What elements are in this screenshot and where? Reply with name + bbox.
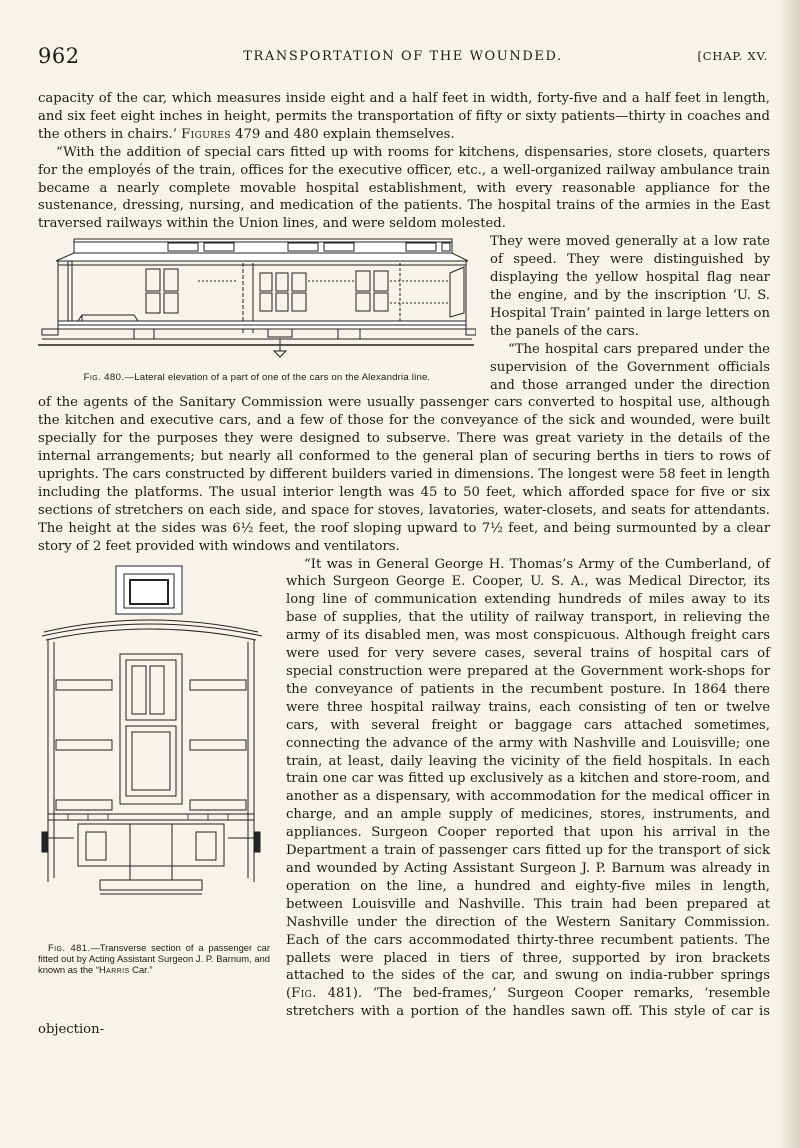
figure-480-caption: Fig. 480.—Lateral elevation of a part of one of the cars on the Alexandria line. bbox=[83, 372, 431, 384]
railway-car-elevation-drawing bbox=[38, 233, 476, 367]
figure-481-caption: Fig. 481.—Transverse section of a passenger car fitted out by Acting Assistant Surgeon J. P. Barnum, and known as the “Harris Car.” bbox=[38, 941, 270, 975]
paragraph: They were moved generally at a low rate of speed. They were distinguished by displaying the yellow hospital flag near the engine, and by the inscription ‘U. S. Hospital Train’ painted in large letters on the panels of the cars. bbox=[490, 234, 770, 339]
page-number: 962 bbox=[38, 44, 80, 68]
page-header bbox=[38, 44, 768, 74]
transverse-section-drawing bbox=[38, 562, 270, 940]
chapter-reference: [CHAP. XV. bbox=[697, 49, 768, 63]
figure-480 bbox=[38, 233, 476, 389]
paragraph: “With the addition of special cars fitted up with rooms for kitchens, dispensaries, store closets, quarters for the employés of the train, offices for the executive officer, etc., a well-organized railway ambulance train became a nearly complete movable hospital establishment, with every reasonable appliance for the sustenance, dressing, nursing, and medication of the patients. The hospital trains of the armies in the East traversed railways within the Union lines, and were seldom molested. bbox=[38, 144, 770, 232]
page-edge-shadow bbox=[780, 0, 800, 1148]
running-title: TRANSPORTATION OF THE WOUNDED. bbox=[243, 49, 563, 64]
figure-481 bbox=[38, 562, 270, 1008]
body-text bbox=[38, 90, 770, 1039]
paragraph: “It was in General George H. Thomas’s Army of the Cumberland, of which Surgeon George E. Cooper, U. S. A., was Medical Director, its long line of communication extending hundreds of miles away to its base of supplies, that the utility of railway transport, in relieving the army of its disabled men, was most conspicuous. Although freight cars were used for very severe cases, several trains of hospital cars of special construction were prepared at the Government work-shops for the conveyance of patients in the recumbent posture. In 1864 there were three hospital railway trains, each consisting of ten or twelve cars, with several freight or baggage cars attached sometimes, connecting the advance of the army with Nashville and Louisville; one train, at least, daily leaving the vicinity of the field hospitals. In each train one car was fitted up exclusively as a kitchen and store-room, and another as a dispensary, with accommodation for the medical officer in charge, and an ample supply of medicines, stores, instruments, and appliances. Surgeon Cooper reported that upon his arrival in the Department a train of passenger cars fitted up for the transport of sick and wounded by Acting Assistant Surgeon J. P. Barnum was already in operation on the line, a hundred and eighty-five miles in length, between Louisville and Nashville. This train had been prepared at Nashville under the direction of the Western Sanitary Commission. Each of the cars accommodated thirty-three recumbent patients. The pallets were placed in tiers of three, supported by iron brackets attached to the sides of the car, and swung on india-rubber springs (Fig. 481). ‘The bed-frames,’ Surgeon Cooper remarks, ‘resemble stretchers with a portion of the handles sawn off. This style of car is objection- bbox=[38, 556, 770, 1038]
paragraph: capacity of the car, which measures inside eight and a half feet in width, forty-five and a half feet in length, and six feet eight inches in height, permits the transportation of fifty or sixty patients—thirty in coaches and the others in chairs.’ Figures 479 and 480 explain themselves. bbox=[38, 91, 770, 142]
paragraph: “The hospital cars prepared under the supervision of the Government officials and those arranged under the direction of the agents of the Sanitary Commission were usually passenger cars converted to hospital use, although the kitchen and executive cars, and a few of those for the conveyance of the sick and wounded, were built specially for the purposes they were designed to subserve. There was great variety in the details of the internal arrangements; but nearly all conformed to the general plan of securing berths in tiers to rows of uprights. The cars constructed by different builders varied in dimensions. The longest were 58 feet in length including the platforms. The usual interior length was 45 to 50 feet, which afforded space for five or six sections of stretchers on each side, and space for stoves, lavatories, water-closets, and seats for attendants. The height at the sides was 6½ feet, the roof sloping upward to 7½ feet, and being surmounted by a clear story of 2 feet provided with windows and ventilators. bbox=[38, 341, 770, 554]
